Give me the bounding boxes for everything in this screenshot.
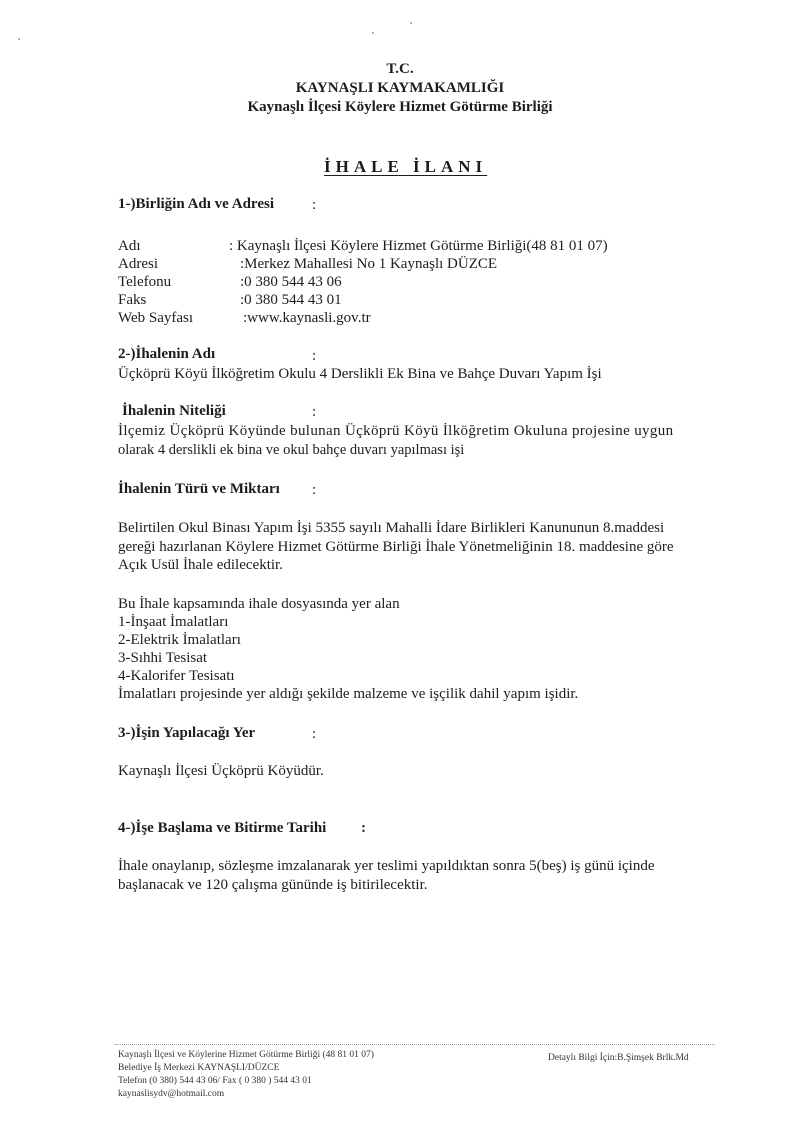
nature-colon: :	[312, 404, 317, 420]
type-colon: :	[312, 482, 317, 498]
footer-divider	[115, 1044, 715, 1045]
info-value: :Merkez Mahallesi No 1 Kaynaşlı DÜZCE	[240, 256, 498, 272]
section2-colon: :	[312, 348, 317, 364]
nature-heading: İhalenin Niteliği	[122, 403, 226, 419]
type-heading: İhalenin Türü ve Miktarı	[118, 481, 280, 497]
scope-closing: İmalatları projesinde yer aldığı şekilde malzeme ve işçilik dahil yapım işidir.	[118, 686, 579, 702]
section4-heading: 4-)İşe Başlama ve Bitirme Tarihi	[118, 820, 327, 836]
type-text-line: gereği hazırlanan Köylere Hizmet Götürme Birliği İhale Yönetmeliğinin 18. maddesine göre	[118, 539, 674, 555]
nature-text-line: olarak 4 derslikli ek bina ve okul bahçe duvarı yapılması işi	[118, 442, 465, 458]
section4-colon: :	[361, 820, 366, 836]
section1-colon: :	[312, 197, 317, 213]
info-label: Adı	[118, 238, 141, 254]
footer-line: Telefon (0 380) 544 43 06/ Fax ( 0 380 ) 544 43 01	[118, 1076, 312, 1086]
header-line-tc: T.C.	[386, 61, 414, 77]
info-value: :0 380 544 43 01	[240, 292, 342, 308]
header-line-district: KAYNAŞLI KAYMAKAMLIĞI	[295, 80, 505, 96]
scope-intro: Bu İhale kapsamında ihale dosyasında yer alan	[118, 596, 400, 612]
footer-line: Kaynaşlı İlçesi ve Köylerine Hizmet Götürme Birliği (48 81 01 07)	[118, 1050, 374, 1060]
info-value: :0 380 544 43 06	[240, 274, 342, 290]
schedule-text-line: başlanacak ve 120 çalışma gününde iş bitirilecektir.	[118, 877, 428, 893]
scope-item: 3-Sıhhi Tesisat	[118, 650, 208, 666]
tender-name: Üçköprü Köyü İlköğretim Okulu 4 Derslikli Ek Bina ve Bahçe Duvarı Yapım İşi	[118, 366, 602, 382]
nature-text-line: İlçemiz Üçköprü Köyünde bulunan Üçköprü Köyü İlköğretim Okuluna projesine uygun	[118, 423, 674, 439]
scope-item: 1-İnşaat İmalatları	[118, 614, 229, 630]
footer-contact: Detaylı Bilgi İçin:B.Şimşek Brlk.Md	[548, 1053, 689, 1063]
section3-heading: 3-)İşin Yapılacağı Yer	[118, 725, 256, 741]
info-value: : Kaynaşlı İlçesi Köylere Hizmet Götürme Birliği(48 81 01 07)	[229, 238, 608, 254]
info-label: Web Sayfası	[118, 310, 194, 326]
section3-colon: :	[312, 726, 317, 742]
info-value: :www.kaynasli.gov.tr	[243, 310, 371, 326]
scope-item: 4-Kalorifer Tesisatı	[118, 668, 235, 684]
info-label: Adresi	[118, 256, 158, 272]
header-line-union: Kaynaşlı İlçesi Köylere Hizmet Götürme Birliği	[247, 99, 553, 115]
section2-heading: 2-)İhalenin Adı	[118, 346, 216, 362]
footer-line: Belediye İş Merkezi KAYNAŞLI/DÜZCE	[118, 1063, 280, 1073]
scan-speck	[410, 22, 412, 24]
type-text-line: Açık Usül İhale edilecektir.	[118, 557, 283, 573]
document-title: İHALE İLANI	[324, 157, 488, 176]
info-label: Telefonu	[118, 274, 172, 290]
type-text-line: Belirtilen Okul Binası Yapım İşi 5355 sayılı Mahalli İdare Birlikleri Kanununun 8.maddesi	[118, 520, 665, 536]
info-label: Faks	[118, 292, 147, 308]
schedule-text-line: İhale onaylanıp, sözleşme imzalanarak yer teslimi yapıldıktan sonra 5(beş) iş günü içinde	[118, 858, 655, 874]
section1-heading: 1-)Birliğin Adı ve Adresi	[118, 196, 274, 212]
footer-email: kaynaslisydv@hotmail.com	[118, 1089, 225, 1099]
scope-item: 2-Elektrik İmalatları	[118, 632, 241, 648]
scan-speck	[18, 38, 20, 40]
scan-speck	[372, 32, 374, 34]
location-text: Kaynaşlı İlçesi Üçköprü Köyüdür.	[118, 763, 324, 779]
